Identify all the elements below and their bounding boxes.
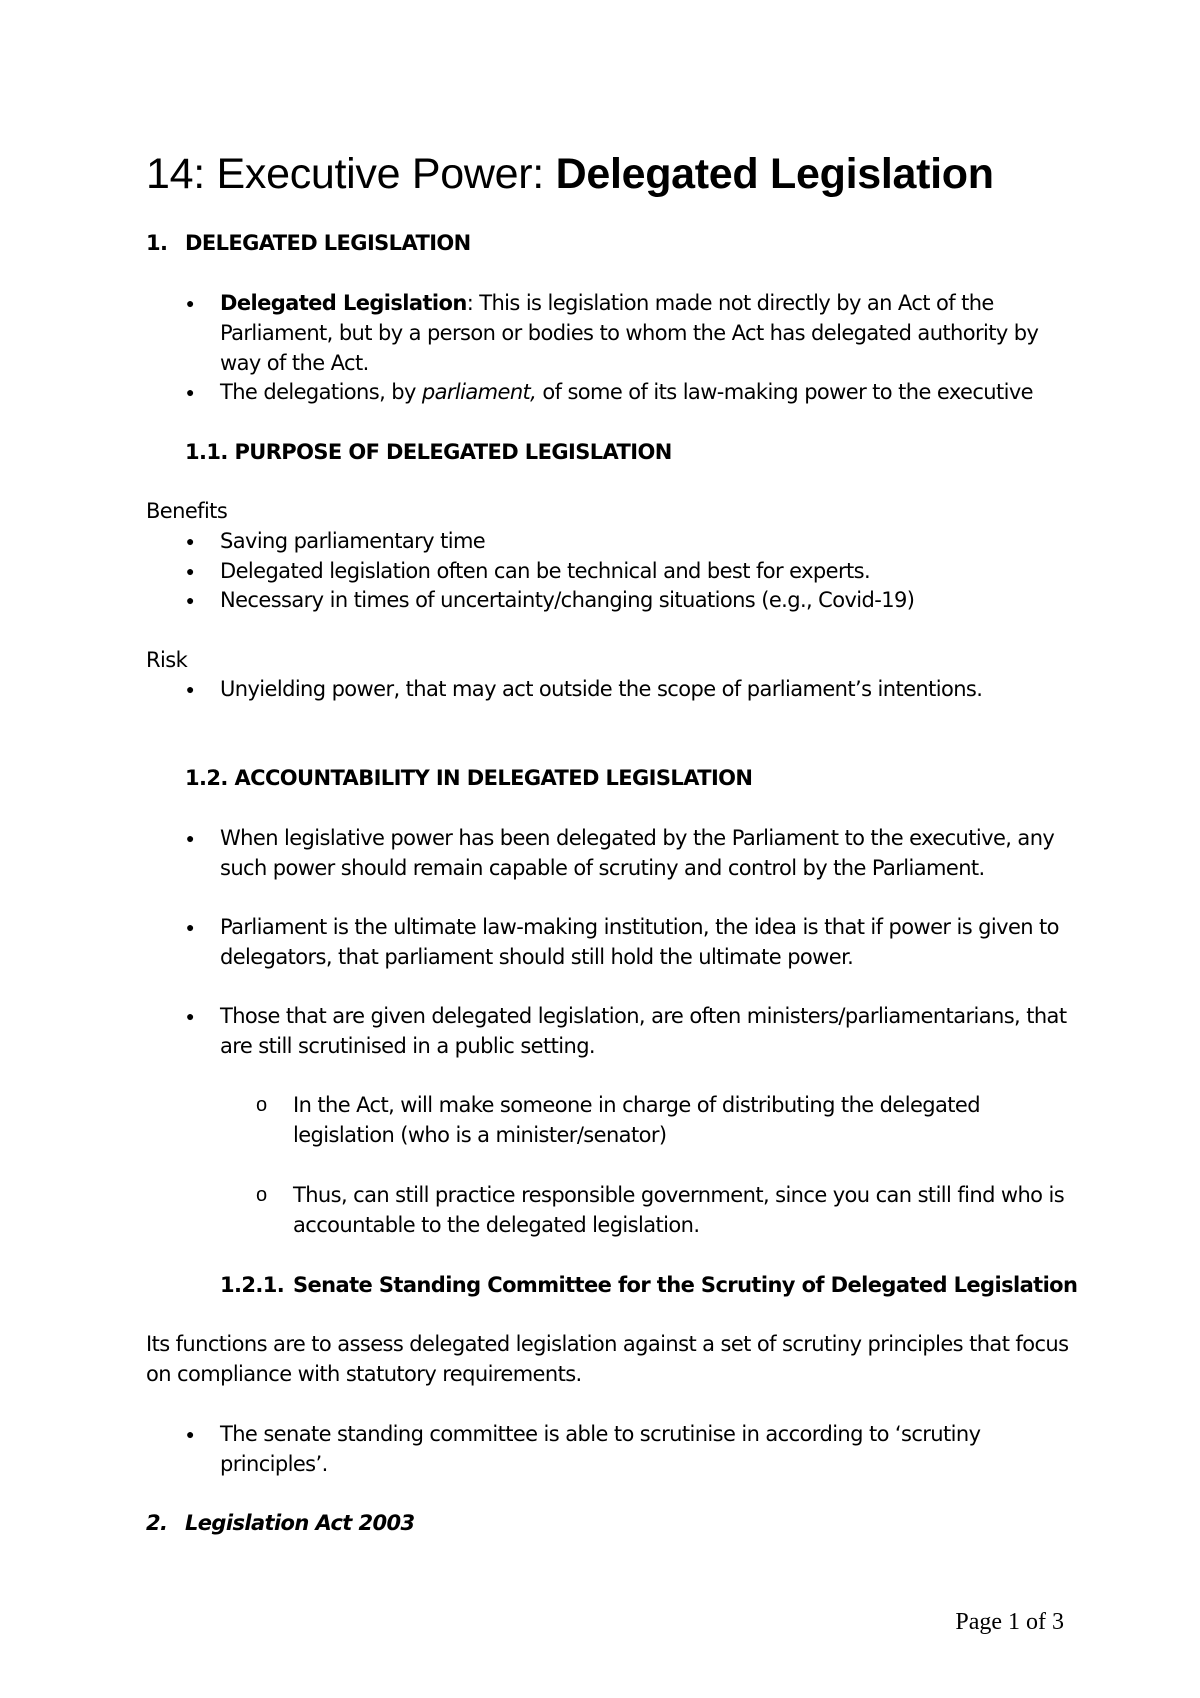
- accountability-point-2-line-1: Parliament is the ultimate law-making institution, the idea is that if power is given to: [220, 915, 1059, 939]
- bullet-icon: ●: [186, 681, 195, 697]
- sub-point-1-line-2: legislation (who is a minister/senator): [293, 1123, 667, 1147]
- committee-paragraph-line-1: Its functions are to assess delegated legislation against a set of scrutiny principles that focus: [146, 1332, 1069, 1356]
- page-number: Page 1 of 3: [955, 1609, 1064, 1635]
- sub-point-2-line-1: Thus, can still practice responsible government, since you can still find who is: [293, 1183, 1065, 1207]
- sub-point-2-line-2: accountable to the delegated legislation.: [293, 1213, 700, 1237]
- title-bold: Delegated Legislation: [555, 150, 994, 198]
- section-1-2-heading: 1.2. ACCOUNTABILITY IN DELEGATED LEGISLATION: [185, 766, 753, 790]
- bullet-icon: ●: [186, 830, 195, 846]
- risk-label: Risk: [146, 648, 188, 672]
- accountability-point-1-line-1: When legislative power has been delegated by the Parliament to the executive, any: [220, 826, 1055, 850]
- term-delegated-legislation: Delegated Legislation: [220, 291, 467, 315]
- bullet-icon: ●: [186, 592, 195, 608]
- committee-bullet-line-1: The senate standing committee is able to scrutinise in according to ‘scrutiny: [220, 1422, 981, 1446]
- bullet-icon: ●: [186, 919, 195, 935]
- accountability-point-3-line-2: are still scrutinised in a public setting.: [220, 1034, 596, 1058]
- committee-bullet-line-2: principles’.: [220, 1452, 328, 1476]
- bullet-icon: ●: [186, 1008, 195, 1024]
- section-1-2-1-heading: Senate Standing Committee for the Scrutiny of Delegated Legislation: [293, 1273, 1078, 1297]
- section-2-heading: Legislation Act 2003: [185, 1511, 415, 1535]
- bullet-icon: ●: [186, 533, 195, 549]
- section-1-number: 1.: [146, 231, 168, 255]
- sub-bullet-icon: o: [256, 1184, 268, 1206]
- sub-point-1-line-1: In the Act, will make someone in charge of distributing the delegated: [293, 1093, 980, 1117]
- section-1-heading: DELEGATED LEGISLATION: [185, 231, 471, 255]
- bullet-icon: ●: [186, 563, 195, 579]
- accountability-point-3-line-1: Those that are given delegated legislation, are often ministers/parliamentarians, that: [220, 1004, 1067, 1028]
- document-title: [146, 148, 994, 200]
- risk-item: Unyielding power, that may act outside the scope of parliament’s intentions.: [220, 677, 983, 701]
- benefit-item: Delegated legislation often can be technical and best for experts.: [220, 559, 871, 583]
- bullet-icon: ●: [186, 384, 195, 400]
- bullet-1-line-3: way of the Act.: [220, 351, 369, 375]
- bullet-1-line-1: Delegated Legislation: This is legislation made not directly by an Act of the: [220, 291, 994, 315]
- title-regular: 14: Executive Power:: [146, 150, 556, 198]
- benefit-item: Necessary in times of uncertainty/changing situations (e.g., Covid-19): [220, 588, 915, 612]
- accountability-point-2-line-2: delegators, that parliament should still hold the ultimate power.: [220, 945, 854, 969]
- accountability-point-1-line-2: such power should remain capable of scrutiny and control by the Parliament.: [220, 856, 985, 880]
- committee-paragraph-line-2: on compliance with statutory requirements.: [146, 1362, 582, 1386]
- section-1-1-heading: 1.1. PURPOSE OF DELEGATED LEGISLATION: [185, 440, 672, 464]
- bullet-icon: ●: [186, 295, 195, 311]
- bullet-2: The delegations, by parliament, of some of its law-making power to the executive: [220, 380, 1033, 404]
- benefits-label: Benefits: [146, 499, 228, 523]
- benefit-item: Saving parliamentary time: [220, 529, 486, 553]
- bullet-icon: ●: [186, 1426, 195, 1442]
- section-2-number: 2.: [146, 1511, 168, 1535]
- section-1-2-1-number: 1.2.1.: [220, 1273, 285, 1297]
- bullet-1-line-2: Parliament, but by a person or bodies to whom the Act has delegated authority by: [220, 321, 1039, 345]
- sub-bullet-icon: o: [256, 1094, 268, 1116]
